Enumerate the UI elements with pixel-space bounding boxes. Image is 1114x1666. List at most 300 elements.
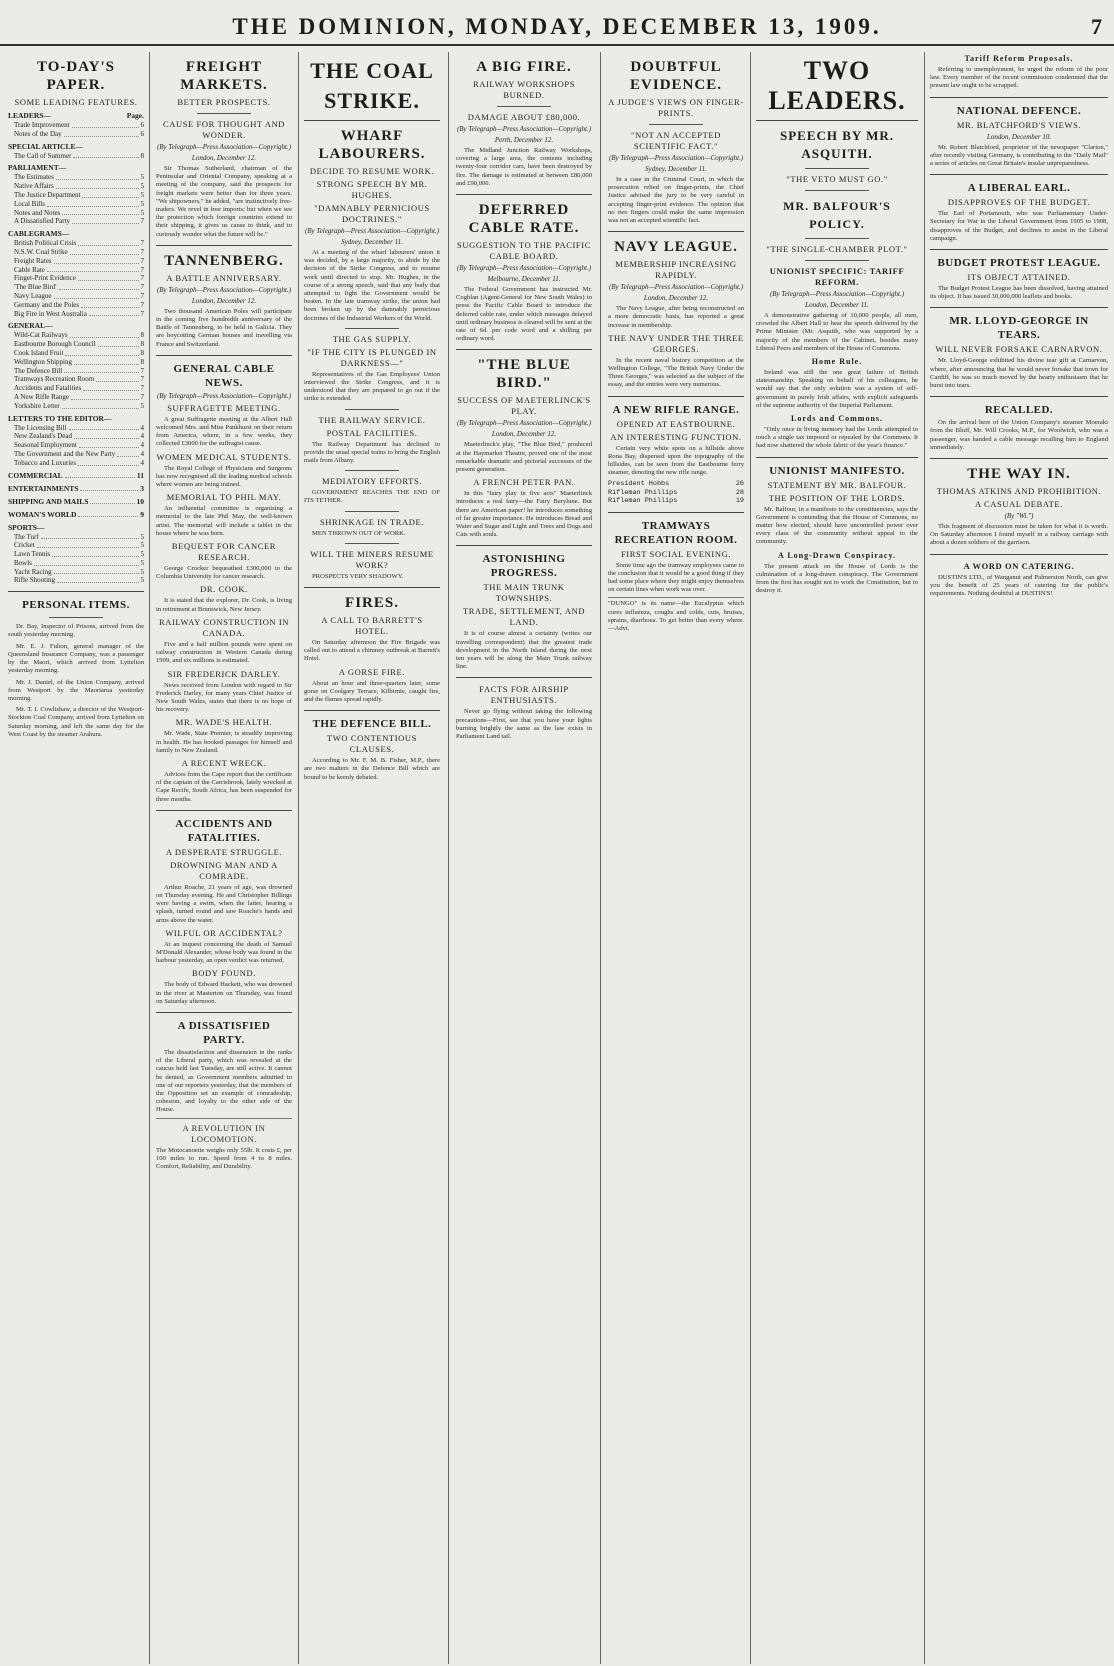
index-entry [8,459,144,468]
lloyd-george-title: MR. LLOYD-GEORGE IN TEARS. [949,315,1089,342]
unionist-manifesto-head: UNIONIST MANIFESTO. [769,464,905,477]
index-page: 4 [140,432,144,441]
index-leader [73,152,138,159]
index-leader [52,550,138,557]
two-leaders-credit: (By Telegraph—Press Association—Copyright.) [769,290,905,298]
lords-commons-head: Lords and Commons. [790,414,883,424]
index-page: 5 [140,532,144,541]
coal-strike-dateline: Sydney, December 11. [341,238,403,246]
divider [805,168,870,169]
cable-news-list [156,403,292,804]
revolution-title: A REVOLUTION IN LOCOMOTION. [182,1122,266,1144]
fire-head: A GORSE FIRE. [338,666,406,677]
doubtful-body: In a case in the Criminal Court, in which the prosecution relied on finger-prints, the Chief Justice advised the jury to be very careful in accepting finger-print evidence. The opinion that no two fingers could make the same impression was not an accepted scientific fact. [608,176,744,225]
doubtful-dateline: Sydney, December 11. [645,165,707,173]
conspiracy-text: The present attack on the House of Lords is the culmination of a long-drawn conspiracy. The Government from the first has sought not to work the Constitution, but to destroy it. [756,562,918,595]
cable-item-text: The Royal College of Physicians and Surgeons has now recognised all the leading medical schools where women are being trained. [156,464,292,489]
index-spacer [51,111,127,121]
index-entry [8,533,144,542]
index-section-name: CABLEGRAMS— [8,229,70,239]
index-leader [69,424,139,431]
index-leader [78,274,139,281]
divider [456,545,592,546]
index-entry [8,568,144,577]
index-leader [65,349,138,356]
freight-dateline: London, December 12. [191,154,257,162]
carnarvon-subtitle: WILL NEVER FORSAKE CARNARVON. [935,344,1103,355]
rifle-result-row [608,497,744,505]
rifle-result-row [608,489,744,497]
index-leader [72,121,139,128]
index-entry-text: The Turf [14,532,39,541]
index-leader [54,257,139,264]
index-section-name: ENTERTAINMENTS [8,483,79,493]
blue-bird-section-text: In this "fairy play in five acts" Maeterlinck introduces a real fairy—the Fairy Berylune. But there are American paper! he introduces something of far greater importance. He introduces Bread and Water and Sugar and Light and Trees and Dogs and Cats with souls. [456,490,592,539]
column-rule [448,52,449,1664]
column-rule [750,52,751,1664]
index-section-name: WOMAN'S WORLD [8,509,77,519]
column-5 [604,52,748,1664]
index-entry-text: Freight Rates [14,256,52,265]
index-page: 7 [140,291,144,300]
national-defence-title: NATIONAL DEFENCE. [956,104,1082,117]
two-leaders-body: A demonstrative gathering of 10,000 people, all men, crowded the Albert Hall to hear the speech delivered by the Prime Minister (Mr. Asquith, who was supported by a majority of the members of the Cabinet, besides many Liberal Peers and members of the House of Commons. [756,312,918,352]
two-leaders-title: TWO LEADERS. [756,56,918,121]
index-entry-text: The Justice Department [14,190,81,199]
index-page: 8 [140,340,144,349]
index-leader [78,510,138,517]
index-leader [70,248,139,255]
unionist-manifesto-sub: STATEMENT BY MR. BALFOUR. [767,479,907,490]
index-page: 7 [140,256,144,265]
its-object-subtitle: ITS OBJECT ATTAINED. [967,272,1071,283]
index-leader [98,340,139,347]
index-entry [8,173,144,182]
index-entry-text: Finger-Print Evidence [14,274,76,283]
index-entry [8,576,144,585]
divider [930,307,1108,308]
freight-subtitle: BETTER PROSPECTS. [177,97,271,107]
cable-rate-title: DEFERRED CABLE RATE. [468,202,580,237]
index-entry [8,121,144,130]
rifle-result-name: Rifleman Phillips [608,497,678,506]
index-entry-text: Rifle Shooting [14,576,56,585]
column-6 [752,52,922,1664]
index-entry-text: A Dissatisfied Party [14,217,70,226]
way-in-title: THE WAY IN. [967,466,1071,483]
index-entry-text: The Defence Bill [14,366,63,375]
accident-subhead: DROWNING MAN AND A COMRADE. [170,859,278,881]
rifle-result-score: 19 [735,497,744,506]
dungo-advertisement: "DUNGO" is its name—the Eucalyptus which cures influenza, coughs and colds, cuts, bruises, sprains, diarrhoea. To get better than every where.—Advt. [608,597,744,633]
dissatisfied-title: A DISSATISFIED PARTY. [177,1019,271,1046]
fires-title: FIRES. [345,595,399,612]
index-page: 7 [140,309,144,318]
index-section-label [8,229,144,239]
divider [805,190,870,191]
disapproves-subtitle: DISAPPROVES OF THE BUDGET. [947,197,1091,208]
accidents-title: ACCIDENTS AND FATALITIES. [175,817,273,844]
index-page: 4 [140,441,144,450]
big-fire-body: The Midland Junction Railway Workshops, covering a large area, the contents including twenty-four corridor cars, have been destroyed by fire. The damage is estimated at between £80,000 and £90,000. [456,147,592,187]
index-page: 5 [140,208,144,217]
divider [156,245,292,246]
catering-text: DUSTIN'S LTD., of Wanganui and Palmerston North, can give you the benefit of 25 years of catering for the public's requirements. Nothing doubtful at DUSTIN'S! [930,573,1108,598]
divider [345,543,399,544]
index-leader [82,191,138,198]
index-entry-text: Yorkshire Letter [14,401,60,410]
index-leader [62,402,139,409]
index-entry [8,541,144,550]
defence-bill-title: THE DEFENCE BILL. [312,718,432,731]
index-leader [54,292,139,299]
index-page: 7 [140,265,144,274]
navy-league-credit: (By Telegraph—Press Association—Copyright.) [608,283,744,292]
index-section-name: LETTERS TO THE EDITOR— [8,413,112,423]
accident-text: At an inquest concerning the death of Samuel M'Donald Alexander, whose body was found in the harbour yesterday, an open verdict was returned. [156,940,292,965]
accident-head: WILFUL OR ACCIDENTAL? [165,927,283,938]
blue-bird-section-head: A FRENCH PETER PAN. [473,477,575,488]
index-entry [8,209,144,218]
index-entry-text: Accidents and Fatalities [14,384,82,393]
divider [608,396,744,397]
index-section-label [8,111,144,121]
divider [156,1012,292,1013]
index-leader [78,459,138,466]
index-list [8,111,144,585]
index-entry [8,152,144,161]
index-leader [89,310,139,317]
divider [930,396,1108,397]
index-leader [83,384,138,391]
index-section-label [8,471,144,481]
index-page: 4 [140,449,144,458]
coal-section-head: THE GAS SUPPLY. [332,333,412,344]
lords-commons-text: "Only once in living memory had the Lords attempted to touch a single tax imposed or repealed by the Commons. It had now shattered the whole fabric of the year's finance." [756,426,918,450]
rifle-result-row [608,480,744,488]
cable-item-text: Five and a half million pounds were spent on railway construction in Western Canada during 1909, and six millions is estimated. [156,640,292,665]
cable-item-text: A great Suffragette meeting at the Albert Hall welcomed Mrs. and Miss Pankhurst on their return from America, where, in a few weeks, they collected £3000 for the suffragist cause. [156,415,292,448]
index-page: 9 [140,509,144,519]
index-page: 7 [140,274,144,283]
column-rule [298,52,299,1664]
index-entry [8,239,144,248]
index-page: 4 [140,458,144,467]
home-rule-head: Home Rule. [811,357,863,367]
index-entry-text: Notes and Notes [14,208,61,217]
two-leaders-subtitle: SPEECH BY MR. ASQUITH. [780,128,894,161]
divider [608,231,744,232]
budget-league-title: BUDGET PROTEST LEAGUE. [937,257,1101,270]
coal-section-head: SHRINKAGE IN TRADE. [319,516,425,527]
index-entry-text: Wellington Shipping [14,357,72,366]
index-section-label [8,523,144,533]
defence-bill-subtitle: TWO CONTENTIOUS CLAUSES. [327,733,417,755]
blatchford-subtitle: MR. BLATCHFORD'S VIEWS. [956,119,1082,130]
index-entry [8,432,144,441]
index-entry-text: Tobacco and Luxuries [14,458,77,467]
revolution-body: The Motocanoette weighs only 55lb. It costs £, per 100 miles to run. Speed from 4 to 8 miles. Comfort, Reliability, and Durability. [156,1146,292,1170]
defence-bill-body: According to Mr. F. M. B. Fisher, M.P., there are two matters in the Defence Bill which are bound to be keenly debated. [304,757,440,781]
index-page: 5 [140,558,144,567]
coal-strike-subtitle: WHARF LABOURERS. [318,128,426,162]
blatchford-dateline: London, December 10. [986,132,1052,141]
league-text: The Budget Protest League has been dissolved, having attained its object. It has issued 30,000,000 leaflets and books. [930,285,1108,301]
index-entry [8,248,144,257]
index-page: 5 [140,567,144,576]
index-entry [8,182,144,191]
index-page: 5 [140,182,144,191]
cable-rate-credit: (By Telegraph—Press Association—Copyright.) [456,264,592,273]
index-entry-text: Wild-Cat Railways [14,331,68,340]
index-entry [8,402,144,411]
freight-body: Sir Thomas Sutherland, chairman of the Peninsular and Oriental Company, speaking at a meeting of the company, said the prospects for freight markets were better than for three years. "We shipowners," he added, "are instinctively free-traders. We revel in free imports; but when we see the protection which foreign countries extend to their shipping, it gives us cause to think, and to curiously wonder what the future will be." [156,165,292,238]
unionist-manifesto-text: Mr. Balfour, in a manifesto to the constituencies, says the Government is contending that the House of Commons, no matter how elected, should have uncontrolled power over every class of the community without appeal to the community. [756,505,918,546]
index-page: 3 [140,483,144,493]
cable-item-text: George Crocker bequeathed £300,000 to the Columbia University for cancer research. [156,565,292,581]
conspiracy-head: A Long-Drawn Conspiracy. [777,550,896,560]
index-entry [8,266,144,275]
unionist-manifesto-sub2: THE POSITION OF THE LORDS. [768,492,906,503]
rifle-range-title: A NEW RIFLE RANGE. [612,403,740,416]
column-4 [452,52,596,1664]
navy-league-section-head: THE NAVY UNDER THE THREE GEORGES. [608,332,744,354]
index-section-name: SPECIAL ARTICLE— [8,141,83,151]
divider [456,349,592,350]
index-section-label [8,321,144,331]
cable-item-head: BEQUEST FOR CANCER RESEARCH. [171,541,277,563]
coal-strike-credit: (By Telegraph—Press Association—Copyright.) [304,227,440,235]
index-section-name: COMMERCIAL [8,470,63,480]
cable-rate-dateline: Melbourne, December 11. [487,275,561,284]
index-page: 5 [140,576,144,585]
tariff-text: Referring to unemployment, he urged the reform of the poor law. Every member of the recent commission condemned that the present law ought to be scrapped. [930,66,1108,90]
tramways-subtitle: FIRST SOCIAL EVENING. [620,548,732,559]
two-leaders-subhead: MR. BALFOUR'S POLICY. [783,199,891,231]
index-page: 7 [140,239,144,248]
index-entry-text: Trade Improvement [14,121,70,129]
index-entry-text: British Political Crisis [14,239,77,248]
index-entry-text: Yacht Racing [14,567,52,576]
astonishing-subtitle: THE MAIN TRUNK TOWNSHIPS. [483,582,565,604]
index-leader [74,432,138,439]
airship-title: FACTS FOR AIRSHIP ENTHUSIASTS. [479,684,569,706]
divider [649,124,703,125]
index-page: 5 [140,199,144,208]
coal-section-text: MEN THROWN OUT OF WORK. [312,529,406,537]
index-page: 5 [140,550,144,559]
index-entry-text: 'The Blue Bird' [14,283,57,292]
rifle-result-name: Rifleman Phillips [608,488,678,497]
index-page: 8 [140,357,144,366]
personal-paragraph: Mr. T. I. Cowlishaw, a director of the Westport-Stockton Coal Company, arrived from Lyttelton on Saturday morning, and left the same day for the West Coast by the steamer Arahura. [8,706,144,738]
index-entry [8,450,144,459]
masthead [0,0,1114,46]
doubtful-credit: (By Telegraph—Press Association—Copyright.) [608,154,744,162]
divider [304,587,440,588]
index-leader [59,283,139,290]
column-rule [600,52,601,1664]
way-in-subtitle: THOMAS ATKINS AND PROHIBITION. [936,486,1102,497]
cable-item-head: MEMORIAL TO PHIL MAY. [166,492,282,503]
navy-league-dateline: London, December 12. [643,294,709,303]
column-1 [4,52,148,1664]
astonishing-subhead: TRADE, SETTLEMENT, AND LAND. [462,606,586,628]
index-entry-text: Cook Island Fruit [14,348,64,357]
index-leader [34,559,139,566]
rifle-result-score: 26 [735,480,744,489]
airship-body: Never go flying without taking the following precautions—First, see that you have your lights burning brightly the same as the law exists in Parliament Land tail. [456,708,592,741]
tannenberg-title: TANNENBERG. [164,252,284,269]
index-entry [8,367,144,376]
divider [156,810,292,811]
index-entry-text: New Zealand's Dead [14,432,73,441]
coal-section-head: THE RAILWAY SERVICE. [318,414,426,425]
rifle-range-body: Certain very white spots on a hillside above Rona Bay, dispersed upon the topography of the hillsides, can be seen from the Eastbourne ferry steamer, denoting the new rifle range. [608,444,744,477]
cable-item-text: News received from London with regard to Sir Frederick Darley, for many years Chief Justice of New South Wales, states that there is no hope of his recovery. [156,681,292,714]
index-page: 8 [140,151,144,160]
advertisement [156,1118,292,1172]
index-page: 4 [140,423,144,432]
tannenberg-dateline: London, December 12. [191,296,257,305]
index-page: 7 [140,384,144,393]
coal-section-sub: POSTAL FACILITIES. [326,427,418,438]
way-in-byline: (By "Wi.") [1004,512,1034,521]
index-leader [56,173,139,180]
divider [456,194,592,195]
index-entry [8,550,144,559]
recalled-title: RECALLED. [984,404,1054,417]
divider [197,113,251,114]
coal-strike-subhead2: STRONG SPEECH BY MR. HUGHES. [316,179,428,200]
index-entry [8,424,144,433]
index-subtitle: SOME LEADING FEATURES. [14,97,138,107]
earl-text: The Earl of Portsmouth, who was Parliamentary Under-Secretary for War in the Liberal Government from 1905 to 1908, disapproves of the Budget, and declines to assist in the Liberal campaign. [930,210,1108,242]
index-page: 7 [140,247,144,256]
blue-bird-subtitle: SUCCESS OF MAETERLINCK'S PLAY. [457,395,591,417]
cable-item-head: SIR FREDERICK DARLEY. [167,668,281,679]
cable-item-head: WOMEN MEDICAL STUDENTS. [156,451,292,462]
index-leader [41,533,139,540]
rifle-results [608,480,744,505]
index-leader [117,450,138,457]
index-leader [71,393,138,400]
lloyd-george-text: Mr. Lloyd-George exhibited his divine tear gift at Carnarvon, where, after announcing that he would never forsake that town for Cardiff, he was so much moved by the hearty enthusiasm that he burst into tears. [930,357,1108,390]
index-entry [8,217,144,226]
astonishing-title: ASTONISHING PROGRESS. [482,553,566,580]
divider [805,238,870,239]
divider [756,457,918,458]
index-entry [8,191,144,200]
index-page: 7 [140,375,144,384]
cable-item-head: SUFFRAGETTE MEETING. [167,402,281,413]
index-page: 6 [140,121,144,129]
blue-bird-dateline: London, December 12. [491,430,557,439]
index-page: 5 [140,173,144,182]
index-entry-text: Eastbourne Borough Council [14,340,96,349]
index-section-name: GENERAL— [8,321,53,331]
divider [345,470,399,471]
index-entry-text: A New Rifle Range [14,392,70,401]
tannenberg-body: Two thousand American Poles will participate in the coming five hundredth anniversary of the Battle of Tannenberg, to be held in Galicia. They are boycotting German houses and travelling via France and Switzerland. [156,307,292,348]
divider [608,512,744,513]
accident-head: BODY FOUND. [192,968,256,979]
index-leader [79,441,139,448]
index-page: 5 [140,541,144,550]
index-entry-text: The Call of Summer [14,151,72,160]
cable-item-head: RAILWAY CONSTRUCTION IN CANADA. [158,616,290,638]
index-entry-text: The Estimates [14,173,54,182]
index-entry [8,441,144,450]
index-leader [57,576,138,583]
index-section-name: SHIPPING AND MAILS [8,496,89,506]
index-entry-text: Seasonal Employment [14,441,77,450]
fire-list [304,615,440,704]
index-page: 7 [140,392,144,401]
index-entry-text: Native Affairs [14,182,54,191]
cable-item-head: A RECENT WRECK. [181,757,267,768]
coal-strike-title: THE COAL STRIKE. [304,56,440,121]
index-leader [54,568,139,575]
divider [345,511,399,512]
index-entry [8,358,144,367]
divider [497,106,551,107]
index-leader [70,331,139,338]
index-section-name: SPORTS— [8,522,45,532]
coal-section-head: MEDIATORY EFFORTS. [321,476,423,487]
cable-rate-subtitle: SUGGESTION TO THE PACIFIC CABLE BOARD. [457,240,591,262]
index-entry [8,130,144,139]
catering-title: A WORD ON CATERING. [963,560,1075,571]
fire-head: A CALL TO BARRETT'S HOTEL. [321,615,423,637]
big-fire-title: A BIG FIRE. [476,59,572,75]
personal-paragraph: Mr. E. J. Fulton, general manager of the Queensland Insurance Company, was a passenger by the Maori, which arrived from Lyttelton yesterday morning. [8,642,144,675]
index-section-name: LEADERS— [8,111,51,120]
index-entry [8,200,144,209]
index-entry-text: Bowls [14,558,32,567]
column-2 [152,52,296,1664]
coal-section-quote: "IF THE CITY IS PLUNGED IN DARKNESS—" [307,346,437,368]
index-leader [90,497,134,504]
index-section-label [8,163,144,173]
accident-text: Arthur Roache, 21 years of age, was drowned on Thursday evening. He and Christopher Billings were having a swim, when the latter, hearing a splash, turned round and saw Roache's hands and arms above the water. [156,883,292,924]
coal-section-text: PROSPECTS VERY SHADOWY. [312,572,404,580]
index-page: 7 [140,283,144,292]
divider [156,355,292,356]
index-entry [8,283,144,292]
navy-league-subtitle: MEMBERSHIP INCREASING RAPIDLY. [615,259,737,281]
divider [930,97,1108,98]
index-entry [8,301,144,310]
general-cable-credit: (By Telegraph—Press Association—Copyright.) [156,391,292,400]
coal-strike-quote: "DAMNABLY PERNICIOUS DOCTRINES." [314,203,430,224]
index-entry-text: Navy League [14,291,52,300]
divider [304,710,440,711]
divider [930,249,1108,250]
index-entry-text: Big Fire in West Australia [14,309,87,318]
dissatisfied-body: The dissatisfaction and dissension in the ranks of the Liberal party, which was revealed at the caucus held last Tuesday, are still active. It cannot be denied, as Government members admitted to one of our reporters yesterday, that the members of the Opposition set an example of comradeship, cohesion, and loyalty to the other side of the House. [156,1048,292,1114]
doubtful-title: DOUBTFUL EVIDENCE. [630,59,722,93]
index-page: 6 [140,129,144,138]
index-entry [8,393,144,402]
index-entry-text: Notes of the Day [14,129,62,138]
divider [805,260,870,261]
blue-bird-body: Maeterlinck's play, "The Blue Bird," produced at the Haymarket Theatre, proved one of the most remarkable dramatic and pictorial successes of the present generation. [456,441,592,474]
freight-title: FREIGHT MARKETS. [180,59,268,93]
personal-paragraph: Dr. Bay, Inspector of Prisons, arrived from the south yesterday morning. [8,623,144,639]
doubtful-subhead: "NOT AN ACCEPTED SCIENTIFIC FACT." [631,130,721,151]
cable-rate-body: The Federal Government has instructed Mr. Coghlan (Agent-General for New South Wales) to press the Pacific Cable Board to introduce the deferred cable rate, under which messages delayed until ordinary business is cleared will be sent at the rate of 6d. per code word and a shilling per ordinary word. [456,286,592,343]
